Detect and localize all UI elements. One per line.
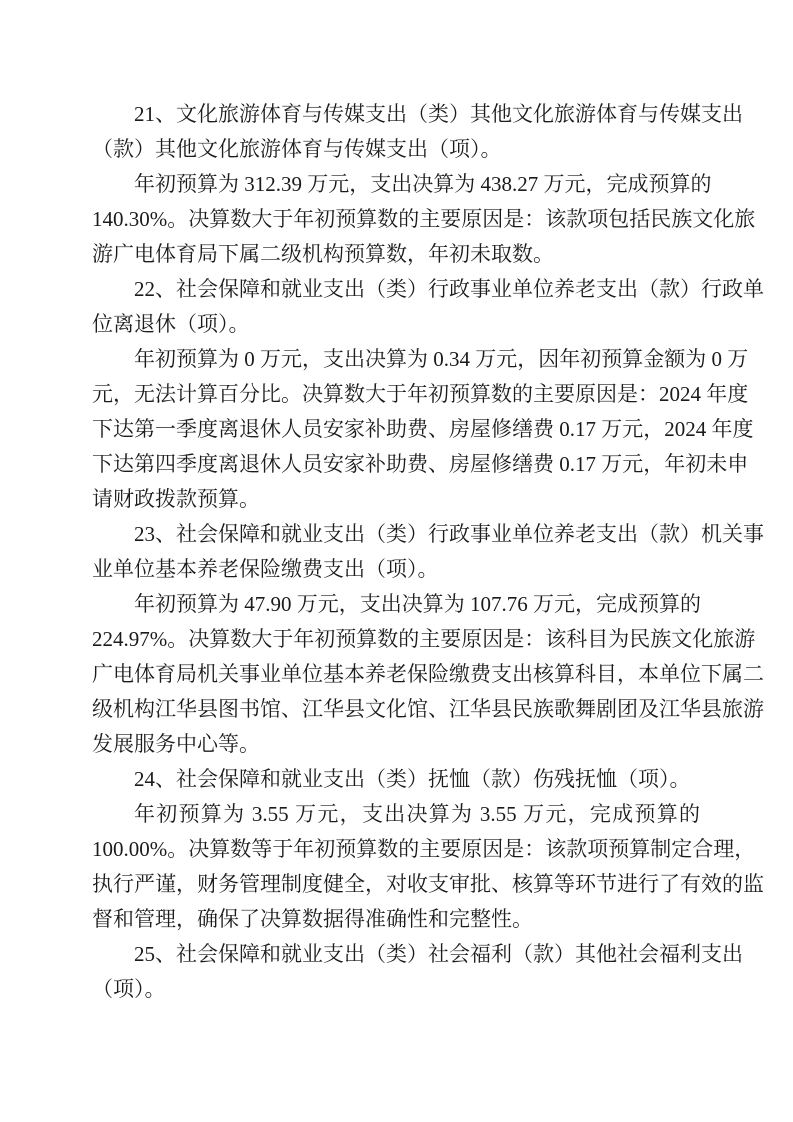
text-line: 下达第四季度离退休人员安家补助费、房屋修缮费 0.17 万元，年初未申 bbox=[92, 452, 749, 476]
text-line: 100.00%。决算数等于年初预算数的主要原因是：该款项预算制定合理， bbox=[92, 837, 756, 861]
text-line: （款）其他文化旅游体育与传媒支出（项）。 bbox=[92, 137, 502, 161]
paragraph-item-23-body bbox=[92, 587, 764, 762]
text-line: 执行严谨，财务管理制度健全，对收支审批、核算等环节进行了有效的监 bbox=[92, 872, 764, 896]
text-line: 督和管理，确保了决算数据得准确性和完整性。 bbox=[92, 907, 533, 931]
text-line: 21、文化旅游体育与传媒支出（类）其他文化旅游体育与传媒支出 bbox=[134, 102, 743, 126]
paragraph-item-22-body bbox=[92, 342, 754, 517]
text-line: 发展服务中心等。 bbox=[92, 732, 260, 756]
text-line: 元，无法计算百分比。决算数大于年初预算数的主要原因是：2024 年度 bbox=[92, 382, 749, 406]
text-line: 业单位基本养老保险缴费支出（项）。 bbox=[92, 557, 439, 581]
text-line: 年初预算为 0 万元，支出决算为 0.34 万元，因年初预算金额为 0 万 bbox=[134, 347, 749, 371]
paragraph-item-24-title bbox=[92, 762, 700, 797]
text-line: 游广电体育局下属二级机构预算数，年初未取数。 bbox=[92, 242, 554, 266]
text-line: 年初预算为 312.39 万元，支出决算为 438.27 万元，完成预算的 bbox=[134, 172, 712, 196]
text-line: 年初预算为 3.55 万元，支出决算为 3.55 万元，完成预算的 bbox=[134, 802, 700, 826]
paragraph-item-23-title bbox=[92, 517, 764, 587]
text-line: 位离退休（项）。 bbox=[92, 312, 250, 336]
text-line: 23、社会保障和就业支出（类）行政事业单位养老支出（款）机关事 bbox=[134, 522, 764, 546]
text-line: 级机构江华县图书馆、江华县文化馆、江华县民族歌舞剧团及江华县旅游 bbox=[92, 697, 764, 721]
text-line: 140.30%。决算数大于年初预算数的主要原因是：该款项包括民族文化旅 bbox=[92, 207, 756, 231]
paragraph-item-22-title bbox=[92, 272, 764, 342]
paragraph-item-24-body bbox=[92, 797, 764, 937]
paragraph-item-25-title bbox=[92, 937, 743, 1007]
text-line: 25、社会保障和就业支出（类）社会福利（款）其他社会福利支出 bbox=[134, 942, 743, 966]
text-line: 年初预算为 47.90 万元，支出决算为 107.76 万元，完成预算的 bbox=[134, 592, 701, 616]
text-line: 224.97%。决算数大于年初预算数的主要原因是：该科目为民族文化旅游 bbox=[92, 627, 756, 651]
text-line: （项）。 bbox=[92, 977, 166, 1001]
text-line: 请财政拨款预算。 bbox=[92, 487, 260, 511]
document-text-block bbox=[92, 97, 764, 1007]
text-line: 22、社会保障和就业支出（类）行政事业单位养老支出（款）行政单 bbox=[134, 277, 764, 301]
paragraph-item-21-title bbox=[92, 97, 743, 167]
text-line: 下达第一季度离退休人员安家补助费、房屋修缮费 0.17 万元，2024 年度 bbox=[92, 417, 754, 441]
text-line: 24、社会保障和就业支出（类）抚恤（款）伤残抚恤（项）。 bbox=[134, 767, 691, 791]
text-line: 广电体育局机关事业单位基本养老保险缴费支出核算科目，本单位下属二 bbox=[92, 662, 764, 686]
paragraph-item-21-body bbox=[92, 167, 756, 272]
